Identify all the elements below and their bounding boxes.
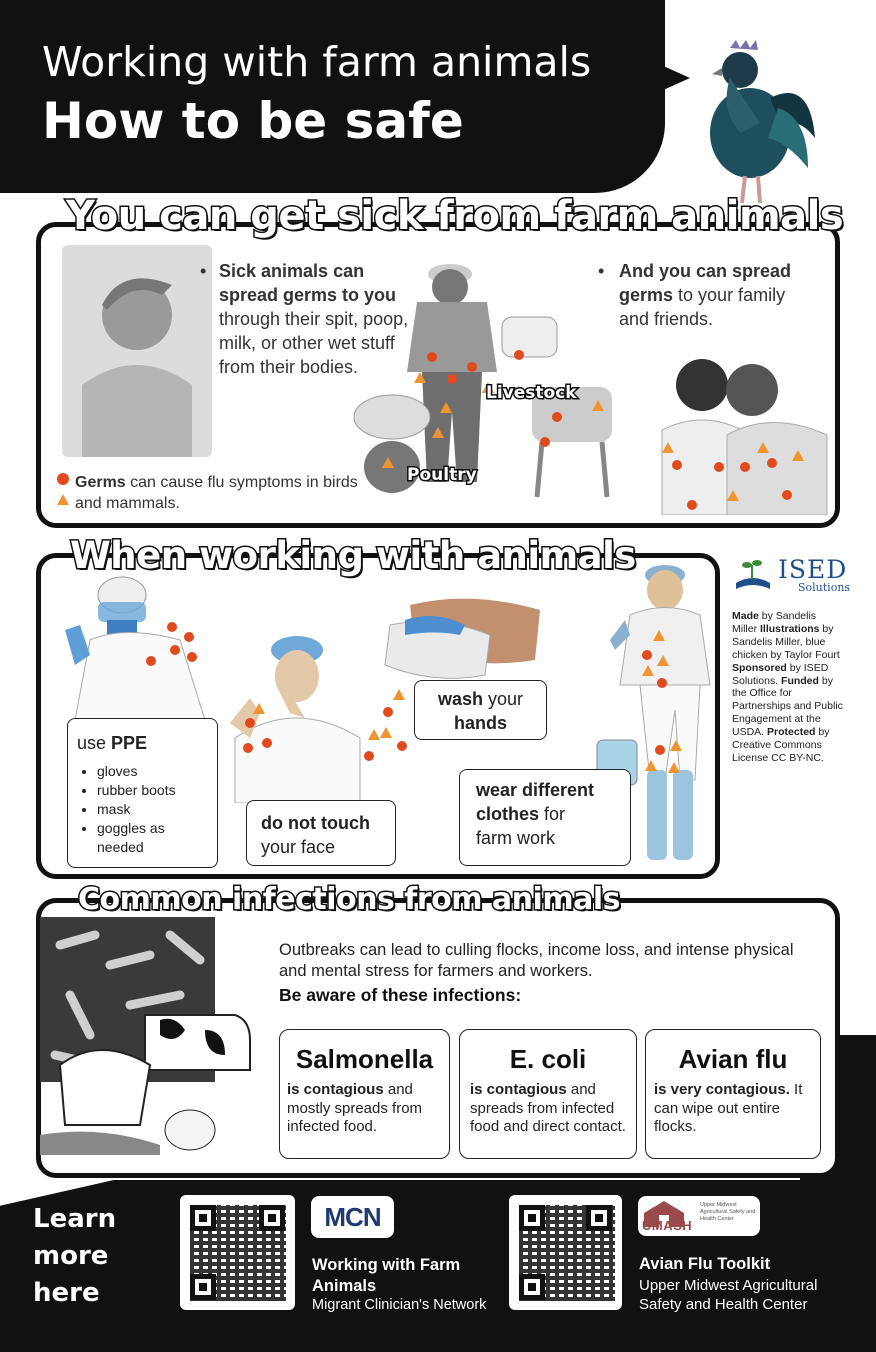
credits-text: Made by Sandelis Miller Illustrations by Sandelis Miller, blue chicken by Taylor Fourt Sponsored by ISED Solutions. Funded by the Office for Partnerships and Public Engagement at the USDA. Protected by Creative Commons License CC BY-NC.	[732, 610, 843, 764]
germ-dot	[184, 632, 194, 642]
germ-dot	[467, 362, 477, 372]
link1-title[interactable]: Working with Farm Animals	[312, 1256, 461, 1295]
infection-description: is very contagious. It can wipe out entire flocks.	[654, 1081, 803, 1135]
infection-name: E. coli	[509, 1044, 587, 1074]
ppe-list	[77, 762, 207, 857]
germ-triangle	[653, 630, 665, 641]
link2-title[interactable]: Avian Flu Toolkit	[639, 1255, 771, 1273]
ppe-item: • goggles as	[97, 819, 207, 838]
germ-dot	[447, 374, 457, 384]
infections-intro: Outbreaks can lead to culling flocks, income loss, and intense physical and mental stress for farmers and workers.	[279, 941, 794, 980]
germ-triangle	[393, 689, 405, 700]
sick-person-illustration	[62, 245, 212, 457]
infection-card-ecoli	[459, 1029, 637, 1159]
germ-dot	[170, 645, 180, 655]
ppe-item: • mask	[97, 800, 207, 819]
rooster-illustration	[690, 38, 820, 208]
poultry-tag: Poultry	[407, 465, 477, 485]
germ-dot	[687, 500, 697, 510]
infection-card-avian-flu	[645, 1029, 821, 1159]
bacteria-animals-illustration	[40, 905, 260, 1160]
germ-dot	[782, 490, 792, 500]
ised-logo	[730, 555, 851, 595]
germ-dot	[552, 412, 562, 422]
learn-more-line: more	[33, 1241, 109, 1271]
ppe-item: needed	[97, 839, 144, 855]
ppe-worker-illustration	[50, 570, 210, 720]
qr-finder-marker	[259, 1205, 285, 1231]
infection-card-salmonella	[279, 1029, 450, 1159]
germ-dot	[167, 622, 177, 632]
germ-dot	[243, 743, 253, 753]
germ-dot	[655, 745, 665, 755]
umash-logo-sub: Upper Midwest Agricultural Safety and Health Center	[700, 1202, 756, 1222]
germ-dot	[397, 741, 407, 751]
germ-dot	[740, 462, 750, 472]
qr-finder-marker	[519, 1205, 545, 1231]
qr-finder-marker	[190, 1274, 216, 1300]
clothes-callout: wear different clothes for farm work	[459, 769, 631, 866]
header-title: How to be safe	[42, 92, 464, 150]
infection-name: Avian flu	[678, 1044, 788, 1074]
infection-name: Salmonella	[295, 1044, 434, 1074]
germ-dot	[146, 656, 156, 666]
qr-finder-marker	[519, 1274, 545, 1300]
germ-triangle	[668, 762, 680, 773]
bullet-dot: •	[200, 261, 207, 281]
germ-triangle	[662, 442, 674, 453]
infections-aware-heading: Be aware of these infections:	[279, 985, 522, 1005]
germ-triangle	[440, 402, 452, 413]
germ-triangle	[368, 729, 380, 740]
umash-logo	[638, 1196, 760, 1236]
germ-triangle	[380, 727, 392, 738]
qr-finder-marker	[190, 1205, 216, 1231]
ised-logo-icon	[730, 557, 776, 593]
germ-dot-legend-icon	[57, 473, 69, 485]
germs-legend: Germs can cause flu symptoms in birds and mammals.	[75, 474, 358, 512]
germ-triangle	[727, 490, 739, 501]
germ-dot	[364, 751, 374, 761]
ppe-item: • gloves	[97, 762, 207, 781]
germ-triangle	[670, 740, 682, 751]
germ-dot	[540, 437, 550, 447]
germ-dot	[657, 678, 667, 688]
header-speech-tail	[650, 60, 690, 96]
germ-triangle-legend-icon	[57, 494, 69, 505]
no-touch-callout: do not touch your face	[246, 800, 396, 866]
ised-logo-sub: Solutions	[798, 581, 851, 594]
germ-triangle	[657, 655, 669, 666]
germ-triangle	[382, 457, 394, 468]
germ-dot	[767, 458, 777, 468]
qr-code-farm-animals[interactable]	[180, 1195, 295, 1310]
germ-dot	[514, 350, 524, 360]
section3-title: Common infections from animals	[78, 882, 620, 917]
bullet-you-spread-germs: • And you can spread germs to your family and friends.	[598, 261, 792, 329]
germ-triangle	[414, 372, 426, 383]
umash-logo-name: UMASH	[642, 1218, 693, 1233]
ppe-callout	[67, 718, 218, 868]
germ-dot	[642, 650, 652, 660]
link2-org: Upper Midwest Agricultural Safety and Health Center	[639, 1277, 818, 1313]
infection-description: is contagious and spreads from infected food and direct contact.	[470, 1081, 626, 1135]
ised-logo-name: ISED	[778, 555, 848, 584]
wash-hands-callout: wash your hands	[414, 680, 547, 740]
learn-more-line: here	[33, 1278, 100, 1308]
germ-dot	[427, 352, 437, 362]
header-subtitle: Working with farm animals	[42, 38, 592, 86]
germ-dot	[262, 738, 272, 748]
bullet-dot: •	[598, 261, 605, 281]
family-illustration	[632, 350, 832, 515]
germ-triangle	[592, 400, 604, 411]
germ-dot	[245, 718, 255, 728]
bullet-animals-spread-germs: • Sick animals can spread germs to you through their spit, poop, milk, or other wet stuff from their bodies.	[200, 261, 409, 377]
link1-org: Migrant Clinician's Network	[312, 1297, 487, 1313]
germ-dot	[187, 652, 197, 662]
face-touch-illustration	[215, 628, 365, 803]
germ-triangle	[253, 703, 265, 714]
germ-triangle	[757, 442, 769, 453]
germ-triangle	[642, 665, 654, 676]
section1-title: You can get sick from farm animals	[66, 193, 844, 239]
livestock-tag: Livestock	[486, 383, 577, 403]
germ-triangle	[432, 427, 444, 438]
qr-code-avian-flu[interactable]	[509, 1195, 622, 1310]
learn-more-line: Learn	[33, 1204, 117, 1234]
infection-description: is contagious and mostly spreads from infected food.	[287, 1081, 423, 1135]
qr-finder-marker	[586, 1205, 612, 1231]
germ-triangle	[792, 450, 804, 461]
mcn-logo: MCN	[311, 1196, 394, 1238]
germ-dot	[672, 460, 682, 470]
ppe-item: • rubber boots	[97, 781, 207, 800]
germ-dot	[383, 707, 393, 717]
germ-triangle	[645, 760, 657, 771]
ppe-heading: use PPE	[77, 733, 148, 753]
germ-dot	[714, 462, 724, 472]
section2-title: When working with animals	[70, 534, 636, 577]
learn-more-heading	[33, 1201, 116, 1312]
